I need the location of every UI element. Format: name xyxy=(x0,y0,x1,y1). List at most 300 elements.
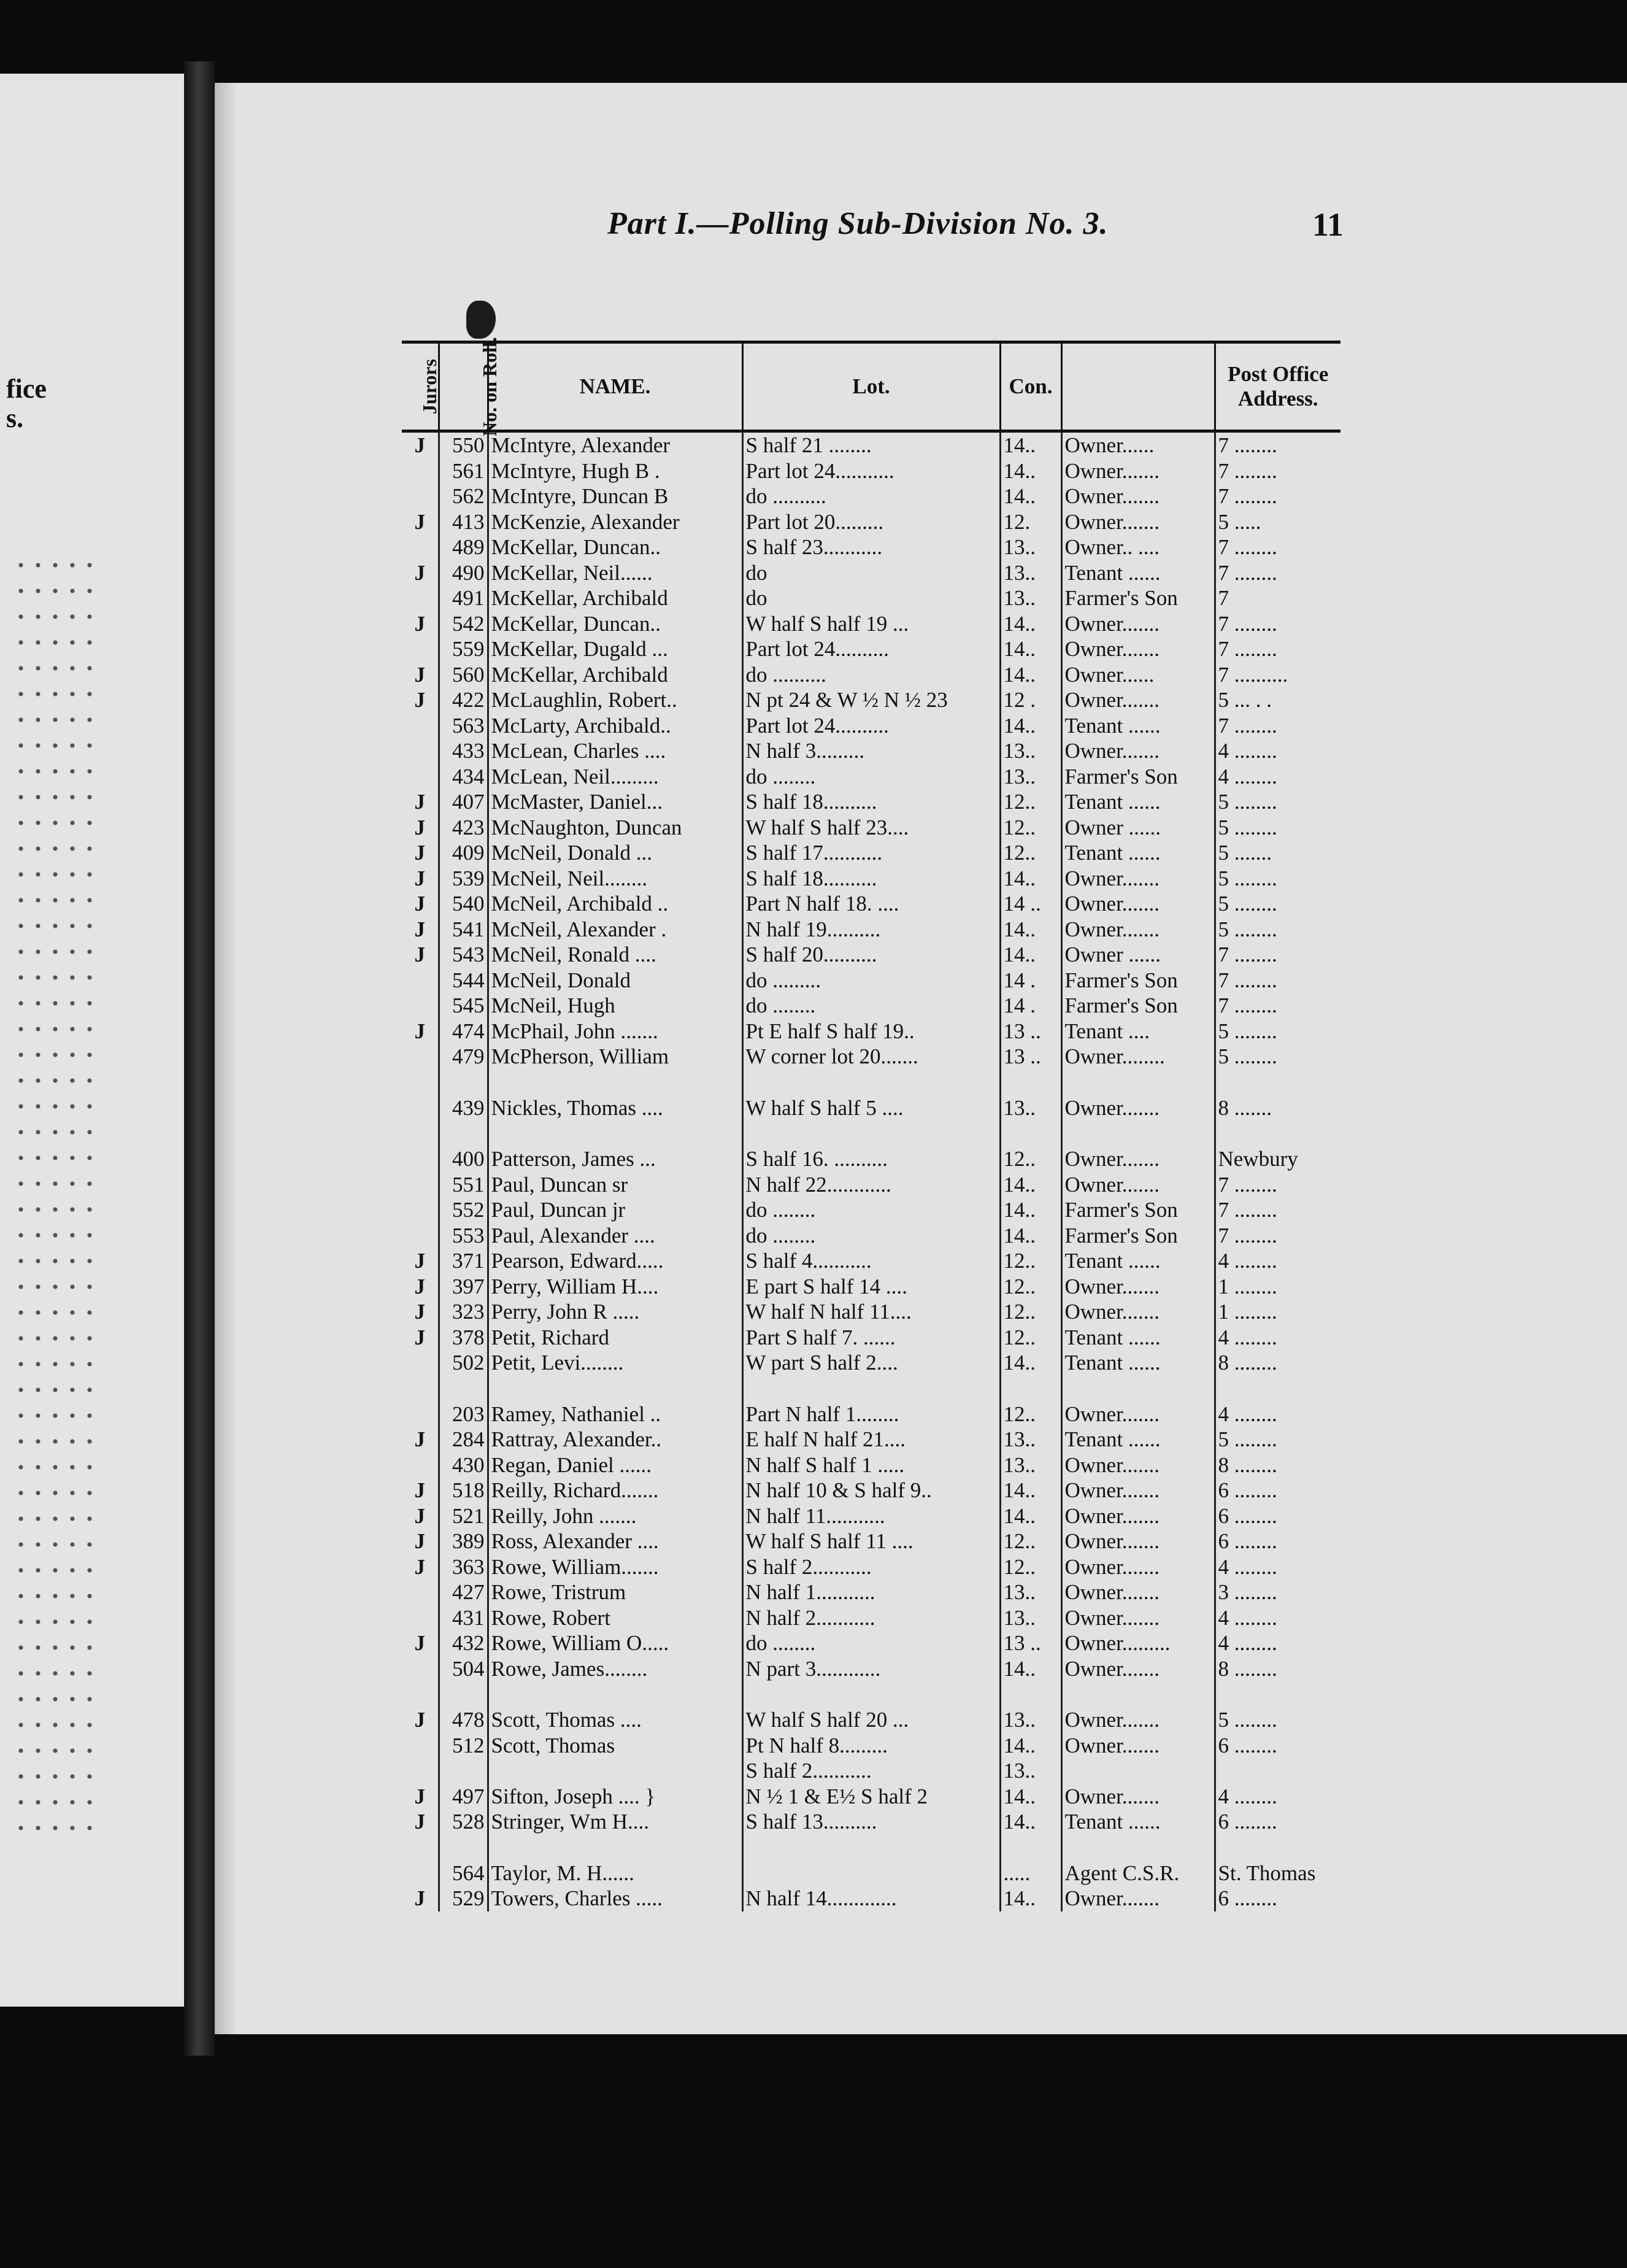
roll-number-cell: 540 xyxy=(439,891,488,917)
table-row xyxy=(402,738,1340,764)
occupation-cell: Owner....... xyxy=(1061,611,1215,637)
roll-number-cell: 543 xyxy=(439,942,488,968)
occupation-cell: Owner....... xyxy=(1061,509,1215,535)
voter-name-cell: McNeil, Donald ... xyxy=(488,840,742,866)
voter-name-cell xyxy=(488,1835,742,1861)
book-gutter xyxy=(184,61,215,2056)
post-office-cell: 4 ........ xyxy=(1215,764,1340,790)
juror-mark-cell xyxy=(402,1350,439,1376)
roll-number-cell: 539 xyxy=(439,866,488,892)
table-spacer-row xyxy=(402,1070,1340,1095)
table-row xyxy=(402,968,1340,993)
concession-cell: 14.. xyxy=(1000,1197,1061,1223)
voter-name-cell: Scott, Thomas .... xyxy=(488,1707,742,1733)
post-office-cell: 5 ........ xyxy=(1215,891,1340,917)
lot-cell: S half 13.......... xyxy=(742,1809,1000,1835)
voter-name-cell: McNeil, Neil........ xyxy=(488,866,742,892)
voter-name-cell: Rowe, Tristrum xyxy=(488,1580,742,1605)
voter-name-cell: McNeil, Hugh xyxy=(488,993,742,1019)
table-row xyxy=(402,713,1340,739)
post-office-cell: 4 ........ xyxy=(1215,1605,1340,1631)
lot-cell: W half S half 20 ... xyxy=(742,1707,1000,1733)
juror-mark-cell: J xyxy=(414,1708,425,1732)
lot-cell: Part lot 24........... xyxy=(742,458,1000,484)
concession-cell: 14.. xyxy=(1000,1223,1061,1249)
concession-cell xyxy=(1000,1835,1061,1861)
post-office-cell: 5 ..... xyxy=(1215,509,1340,535)
juror-mark-cell: J xyxy=(414,892,425,916)
juror-mark-cell xyxy=(402,1120,439,1146)
voter-name-cell: Patterson, James ... xyxy=(488,1146,742,1172)
occupation-cell xyxy=(1061,1376,1215,1402)
table-row xyxy=(402,662,1340,688)
roll-number-cell: 378 xyxy=(439,1325,488,1351)
occupation-cell: Owner....... xyxy=(1061,1299,1215,1325)
lot-cell: do xyxy=(742,585,1000,611)
roll-number-cell: 397 xyxy=(439,1274,488,1300)
occupation-cell: Tenant ...... xyxy=(1061,1248,1215,1274)
occupation-cell: Owner....... xyxy=(1061,1733,1215,1759)
lot-cell: W half N half 11.... xyxy=(742,1299,1000,1325)
occupation-cell: Owner....... xyxy=(1061,1886,1215,1911)
previous-page-text-2: s. xyxy=(6,403,24,433)
table-row xyxy=(402,1248,1340,1274)
voter-name-cell: McNaughton, Duncan xyxy=(488,815,742,841)
juror-mark-cell xyxy=(402,738,439,764)
occupation-cell: Owner....... xyxy=(1061,866,1215,892)
juror-mark-cell: J xyxy=(414,509,425,534)
table-row xyxy=(402,993,1340,1019)
lot-cell: S half 2........... xyxy=(742,1554,1000,1580)
lot-cell xyxy=(742,1835,1000,1861)
table-row xyxy=(402,891,1340,917)
concession-cell: 13.. xyxy=(1000,1427,1061,1452)
concession-cell: 13.. xyxy=(1000,560,1061,586)
occupation-cell: Owner....... xyxy=(1061,1095,1215,1121)
table-row xyxy=(402,611,1340,637)
voter-name-cell: Pearson, Edward..... xyxy=(488,1248,742,1274)
post-office-cell: 7 .......... xyxy=(1215,662,1340,688)
voter-name-cell: Nickles, Thomas .... xyxy=(488,1095,742,1121)
occupation-cell: Owner ...... xyxy=(1061,942,1215,968)
post-office-cell: 4 ........ xyxy=(1215,1325,1340,1351)
occupation-cell: Owner ...... xyxy=(1061,815,1215,841)
lot-cell: N half 3......... xyxy=(742,738,1000,764)
lot-cell: Part lot 20......... xyxy=(742,509,1000,535)
lot-cell: do ........ xyxy=(742,1223,1000,1249)
voter-name-cell: McIntyre, Hugh B . xyxy=(488,458,742,484)
lot-cell: do xyxy=(742,560,1000,586)
juror-mark-cell: J xyxy=(414,917,425,941)
juror-mark-cell xyxy=(402,534,439,560)
roll-number-cell: 423 xyxy=(439,815,488,841)
post-office-cell xyxy=(1215,1681,1340,1707)
post-office-cell: 4 ........ xyxy=(1215,1630,1340,1656)
concession-cell xyxy=(1000,1070,1061,1095)
voter-name-cell: Rowe, Robert xyxy=(488,1605,742,1631)
occupation-cell: Tenant .... xyxy=(1061,1019,1215,1044)
post-office-cell: 4 ........ xyxy=(1215,738,1340,764)
concession-cell xyxy=(1000,1376,1061,1402)
voter-name-cell: McKellar, Duncan.. xyxy=(488,611,742,637)
roll-number-cell: 563 xyxy=(439,713,488,739)
juror-mark-cell: J xyxy=(414,1503,425,1528)
voter-name-cell: McNeil, Alexander . xyxy=(488,917,742,943)
concession-cell xyxy=(1000,1120,1061,1146)
concession-cell: 13.. xyxy=(1000,585,1061,611)
post-office-cell xyxy=(1215,1120,1340,1146)
post-office-cell: 6 ........ xyxy=(1215,1809,1340,1835)
roll-number-cell: 528 xyxy=(439,1809,488,1835)
table-row xyxy=(402,840,1340,866)
concession-cell: 12.. xyxy=(1000,1554,1061,1580)
concession-cell: 14.. xyxy=(1000,1172,1061,1198)
juror-mark-cell: J xyxy=(414,560,425,585)
post-office-cell: 1 ........ xyxy=(1215,1299,1340,1325)
post-office-cell: 7 ........ xyxy=(1215,1223,1340,1249)
concession-cell: 14 .. xyxy=(1000,891,1061,917)
table-row xyxy=(402,1784,1340,1810)
post-office-cell: 1 ........ xyxy=(1215,1274,1340,1300)
juror-mark-cell: J xyxy=(414,1427,425,1451)
concession-cell: 12.. xyxy=(1000,840,1061,866)
post-office-cell: 7 ........ xyxy=(1215,611,1340,637)
occupation-cell: Owner....... xyxy=(1061,1503,1215,1529)
occupation-cell: Tenant ...... xyxy=(1061,713,1215,739)
occupation-cell: Owner...... xyxy=(1061,662,1215,688)
roll-number-cell: 422 xyxy=(439,687,488,713)
roll-number-cell: 504 xyxy=(439,1656,488,1682)
voter-name-cell: Rowe, William O..... xyxy=(488,1630,742,1656)
lot-cell: Part lot 24.......... xyxy=(742,713,1000,739)
voter-name-cell: Scott, Thomas xyxy=(488,1733,742,1759)
juror-mark-cell xyxy=(402,1146,439,1172)
table-row xyxy=(402,636,1340,662)
roll-number-cell: 490 xyxy=(439,560,488,586)
juror-mark-cell: J xyxy=(414,662,425,687)
lot-cell: N half 14............. xyxy=(742,1886,1000,1911)
table-row xyxy=(402,431,1340,458)
juror-mark-cell: J xyxy=(414,1631,425,1655)
voter-name-cell: Ramey, Nathaniel .. xyxy=(488,1402,742,1427)
voter-name-cell xyxy=(488,1070,742,1095)
occupation-cell: Owner....... xyxy=(1061,636,1215,662)
page-number: 11 xyxy=(1312,206,1344,243)
concession-cell: 12.. xyxy=(1000,1299,1061,1325)
post-office-cell: 8 ....... xyxy=(1215,1095,1340,1121)
table-spacer-row xyxy=(402,1835,1340,1861)
concession-cell: 14.. xyxy=(1000,917,1061,943)
table-header-row xyxy=(402,342,1340,431)
roll-number-cell: 562 xyxy=(439,484,488,509)
post-office-cell: 7 ........ xyxy=(1215,636,1340,662)
concession-cell: 12. xyxy=(1000,509,1061,535)
occupation-cell: Tenant ...... xyxy=(1061,560,1215,586)
previous-page-edge xyxy=(0,74,188,2007)
juror-mark-cell: J xyxy=(414,1300,425,1324)
roll-number-cell: 551 xyxy=(439,1172,488,1198)
occupation-cell: Owner....... xyxy=(1061,1784,1215,1810)
post-office-cell: 4 ........ xyxy=(1215,1402,1340,1427)
post-office-cell: 5 ... . . xyxy=(1215,687,1340,713)
voter-name-cell: Taylor, M. H...... xyxy=(488,1861,742,1886)
table-row xyxy=(402,1325,1340,1351)
voter-name-cell: Rattray, Alexander.. xyxy=(488,1427,742,1452)
roll-number-cell: 497 xyxy=(439,1784,488,1810)
occupation-cell: Owner....... xyxy=(1061,738,1215,764)
juror-mark-cell: J xyxy=(414,1019,425,1043)
lot-cell: N half 1........... xyxy=(742,1580,1000,1605)
roll-number-cell: 427 xyxy=(439,1580,488,1605)
table-row xyxy=(402,1478,1340,1503)
lot-cell: Pt E half S half 19.. xyxy=(742,1019,1000,1044)
voter-name-cell xyxy=(488,1758,742,1784)
header-no-on-roll: No. on Roll. xyxy=(439,342,488,431)
juror-mark-cell xyxy=(402,484,439,509)
roll-number-cell: 203 xyxy=(439,1402,488,1427)
voter-name-cell: McKellar, Dugald ... xyxy=(488,636,742,662)
occupation-cell xyxy=(1061,1835,1215,1861)
roll-number-cell: 400 xyxy=(439,1146,488,1172)
lot-cell: Pt N half 8......... xyxy=(742,1733,1000,1759)
voter-name-cell xyxy=(488,1120,742,1146)
roll-number-cell: 550 xyxy=(439,431,488,458)
post-office-cell: 7 ........ xyxy=(1215,993,1340,1019)
roll-number-cell: 502 xyxy=(439,1350,488,1376)
lot-cell: do ........ xyxy=(742,993,1000,1019)
header-con: Con. xyxy=(1000,342,1061,431)
roll-number-cell: 491 xyxy=(439,585,488,611)
lot-cell: S half 18.......... xyxy=(742,866,1000,892)
concession-cell: 13.. xyxy=(1000,738,1061,764)
roll-number-cell xyxy=(439,1758,488,1784)
table-row xyxy=(402,458,1340,484)
juror-mark-cell xyxy=(402,1172,439,1198)
juror-mark-cell: J xyxy=(414,1529,425,1553)
occupation-cell: Farmer's Son xyxy=(1061,764,1215,790)
concession-cell: 12.. xyxy=(1000,789,1061,815)
roll-number-cell: 553 xyxy=(439,1223,488,1249)
lot-cell: do ........ xyxy=(742,1630,1000,1656)
occupation-cell: Owner....... xyxy=(1061,484,1215,509)
concession-cell: 13.. xyxy=(1000,534,1061,560)
post-office-cell: 8 ........ xyxy=(1215,1452,1340,1478)
roll-number-cell: 409 xyxy=(439,840,488,866)
table-row xyxy=(402,1707,1340,1733)
concession-cell: 12.. xyxy=(1000,815,1061,841)
occupation-cell: Owner....... xyxy=(1061,1452,1215,1478)
post-office-cell: 7 ........ xyxy=(1215,1197,1340,1223)
table-row xyxy=(402,687,1340,713)
voter-name-cell: McNeil, Ronald .... xyxy=(488,942,742,968)
roll-number-cell: 413 xyxy=(439,509,488,535)
occupation-cell: Owner........ xyxy=(1061,1044,1215,1070)
roll-number-cell: 544 xyxy=(439,968,488,993)
lot-cell: do ........ xyxy=(742,764,1000,790)
voter-name-cell: McKellar, Archibald xyxy=(488,585,742,611)
voter-name-cell: Paul, Alexander .... xyxy=(488,1223,742,1249)
voter-name-cell: McLarty, Archibald.. xyxy=(488,713,742,739)
concession-cell: 12.. xyxy=(1000,1529,1061,1554)
concession-cell: 13 .. xyxy=(1000,1044,1061,1070)
previous-page-leader-dots xyxy=(12,552,104,1841)
occupation-cell: Owner......... xyxy=(1061,1630,1215,1656)
roll-number-cell: 521 xyxy=(439,1503,488,1529)
roll-number-cell: 430 xyxy=(439,1452,488,1478)
roll-number-cell: 545 xyxy=(439,993,488,1019)
occupation-cell: Tenant ...... xyxy=(1061,1809,1215,1835)
voter-name-cell: McIntyre, Duncan B xyxy=(488,484,742,509)
table-row xyxy=(402,1758,1340,1784)
table-row xyxy=(402,1044,1340,1070)
voter-name-cell: McNeil, Archibald .. xyxy=(488,891,742,917)
table-row xyxy=(402,866,1340,892)
post-office-cell: 7 ........ xyxy=(1215,560,1340,586)
voter-name-cell: Rowe, James........ xyxy=(488,1656,742,1682)
post-office-cell xyxy=(1215,1758,1340,1784)
table-row xyxy=(402,585,1340,611)
lot-cell: W half S half 19 ... xyxy=(742,611,1000,637)
running-header xyxy=(399,206,1344,249)
roll-number-cell: 529 xyxy=(439,1886,488,1911)
roll-number-cell: 560 xyxy=(439,662,488,688)
roll-number-cell: 389 xyxy=(439,1529,488,1554)
concession-cell: 14.. xyxy=(1000,431,1061,458)
lot-cell: S half 18.......... xyxy=(742,789,1000,815)
occupation-cell: Owner....... xyxy=(1061,1656,1215,1682)
voter-name-cell: Petit, Richard xyxy=(488,1325,742,1351)
occupation-cell: Owner....... xyxy=(1061,917,1215,943)
lot-cell: N half 22............ xyxy=(742,1172,1000,1198)
voter-name-cell: McIntyre, Alexander xyxy=(488,431,742,458)
voter-name-cell: Ross, Alexander .... xyxy=(488,1529,742,1554)
post-office-cell: 5 ........ xyxy=(1215,1707,1340,1733)
occupation-cell: Owner....... xyxy=(1061,687,1215,713)
roll-number-cell: 559 xyxy=(439,636,488,662)
juror-mark-cell: J xyxy=(414,815,425,839)
table-spacer-row xyxy=(402,1376,1340,1402)
roll-number-cell xyxy=(439,1120,488,1146)
post-office-cell: 5 ....... xyxy=(1215,840,1340,866)
roll-number-cell: 564 xyxy=(439,1861,488,1886)
roll-number-cell: 323 xyxy=(439,1299,488,1325)
table-row xyxy=(402,1350,1340,1376)
concession-cell: 14.. xyxy=(1000,1503,1061,1529)
concession-cell: 14.. xyxy=(1000,1809,1061,1835)
table-row xyxy=(402,1656,1340,1682)
post-office-cell: 7 ........ xyxy=(1215,968,1340,993)
lot-cell: S half 17........... xyxy=(742,840,1000,866)
concession-cell: 13 .. xyxy=(1000,1019,1061,1044)
juror-mark-cell xyxy=(402,1580,439,1605)
occupation-cell: Tenant ...... xyxy=(1061,1427,1215,1452)
post-office-cell: 6 ........ xyxy=(1215,1478,1340,1503)
occupation-cell: Owner....... xyxy=(1061,1146,1215,1172)
post-office-cell: Newbury xyxy=(1215,1146,1340,1172)
occupation-cell: Owner....... xyxy=(1061,1529,1215,1554)
table-row xyxy=(402,1197,1340,1223)
juror-mark-cell xyxy=(402,1835,439,1861)
post-office-cell xyxy=(1215,1376,1340,1402)
lot-cell xyxy=(742,1861,1000,1886)
table-row xyxy=(402,1580,1340,1605)
lot-cell: S half 2........... xyxy=(742,1758,1000,1784)
lot-cell xyxy=(742,1681,1000,1707)
lot-cell xyxy=(742,1376,1000,1402)
table-row xyxy=(402,1529,1340,1554)
table-row xyxy=(402,1019,1340,1044)
juror-mark-cell: J xyxy=(414,1249,425,1273)
juror-mark-cell: J xyxy=(414,943,425,966)
juror-mark-cell xyxy=(402,713,439,739)
post-office-cell: 5 ........ xyxy=(1215,917,1340,943)
header-name: NAME. xyxy=(488,342,742,431)
post-office-cell: 8 ........ xyxy=(1215,1656,1340,1682)
occupation-cell: Owner....... xyxy=(1061,1172,1215,1198)
lot-cell: N half S half 1 ..... xyxy=(742,1452,1000,1478)
juror-mark-cell xyxy=(402,764,439,790)
occupation-cell: Owner....... xyxy=(1061,458,1215,484)
concession-cell: 14.. xyxy=(1000,484,1061,509)
roll-number-cell: 371 xyxy=(439,1248,488,1274)
lot-cell: Part N half 1........ xyxy=(742,1402,1000,1427)
occupation-cell: Owner....... xyxy=(1061,1402,1215,1427)
post-office-cell: 7 ........ xyxy=(1215,713,1340,739)
roll-number-cell: 541 xyxy=(439,917,488,943)
occupation-cell: Owner...... xyxy=(1061,431,1215,458)
post-office-cell: 7 ........ xyxy=(1215,534,1340,560)
juror-mark-cell xyxy=(402,1095,439,1121)
post-office-cell: 4 ........ xyxy=(1215,1248,1340,1274)
concession-cell: 14.. xyxy=(1000,1733,1061,1759)
lot-cell: Part S half 7. ...... xyxy=(742,1325,1000,1351)
voter-name-cell: McLean, Charles .... xyxy=(488,738,742,764)
post-office-cell: St. Thomas xyxy=(1215,1861,1340,1886)
juror-mark-cell xyxy=(402,1681,439,1707)
concession-cell: 13.. xyxy=(1000,1095,1061,1121)
post-office-cell: 7 ........ xyxy=(1215,431,1340,458)
table-row xyxy=(402,1402,1340,1427)
juror-mark-cell: J xyxy=(414,866,425,890)
voter-name-cell: Perry, William H.... xyxy=(488,1274,742,1300)
lot-cell: N half 19.......... xyxy=(742,917,1000,943)
lot-cell: S half 16. .......... xyxy=(742,1146,1000,1172)
table-row xyxy=(402,1274,1340,1300)
table-row xyxy=(402,509,1340,535)
table-body xyxy=(402,431,1340,1911)
voter-name-cell: McMaster, Daniel... xyxy=(488,789,742,815)
occupation-cell xyxy=(1061,1070,1215,1095)
lot-cell: E half N half 21.... xyxy=(742,1427,1000,1452)
voter-name-cell: McNeil, Donald xyxy=(488,968,742,993)
table-row xyxy=(402,534,1340,560)
occupation-cell: Farmer's Son xyxy=(1061,993,1215,1019)
concession-cell: 14.. xyxy=(1000,942,1061,968)
juror-mark-cell xyxy=(402,1223,439,1249)
post-office-cell: 6 ........ xyxy=(1215,1886,1340,1911)
lot-cell: Part lot 24.......... xyxy=(742,636,1000,662)
roll-number-cell: 474 xyxy=(439,1019,488,1044)
concession-cell: ..... xyxy=(1000,1861,1061,1886)
concession-cell: 14.. xyxy=(1000,1784,1061,1810)
occupation-cell: Farmer's Son xyxy=(1061,1197,1215,1223)
concession-cell: 14.. xyxy=(1000,662,1061,688)
post-office-cell: 6 ........ xyxy=(1215,1529,1340,1554)
table-row xyxy=(402,942,1340,968)
roll-number-cell xyxy=(439,1070,488,1095)
post-office-cell: 7 ........ xyxy=(1215,458,1340,484)
page-title: Part I.—Polling Sub-Division No. 3. xyxy=(607,206,1109,241)
